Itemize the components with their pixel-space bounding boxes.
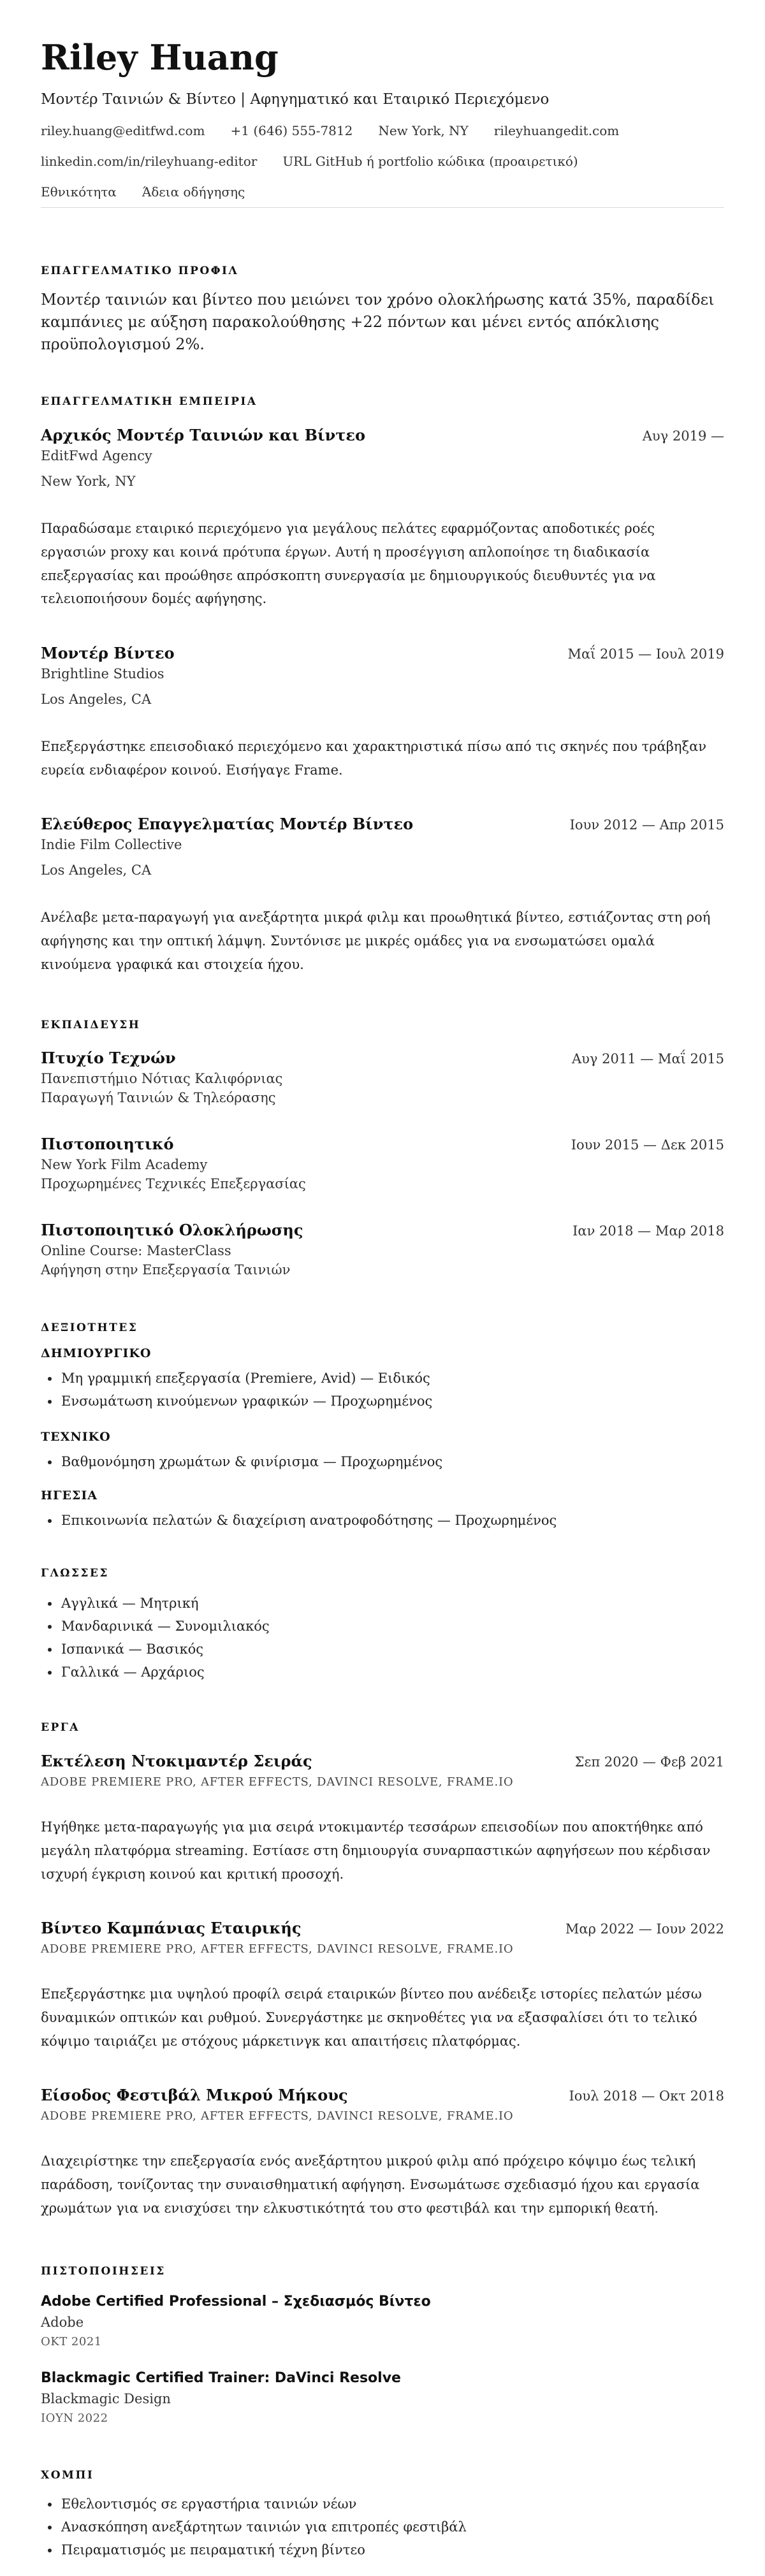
contact-email[interactable]: riley.huang@editfwd.com [41, 122, 205, 138]
contact-row-3 [41, 184, 724, 200]
project-title: Είσοδος Φεστιβάλ Μικρού Μήκους [41, 2086, 348, 2104]
job-company: Brightline Studios [41, 666, 164, 681]
cert-date: ΙΟΥΝ 2022 [41, 2412, 108, 2425]
job-location: Los Angeles, CA [41, 692, 152, 707]
header [41, 37, 724, 200]
skill-list [41, 1450, 724, 1473]
skill-group [41, 1430, 724, 1473]
edu-date: Ιαν 2018 — Μαρ 2018 [572, 1223, 724, 1239]
skill-list [41, 1367, 724, 1413]
cert-org: Adobe [41, 2315, 84, 2330]
education-entry [41, 1135, 724, 1191]
job-description: Παραδώσαμε εταιρικό περιεχόμενο για μεγάλους πελάτες εφαρμόζοντας αποδοτικές ροές εργασιών proxy και κοινά πρότυπα έργων. Αυτή η προσέγγιση απλοποίησε τη διαδικασία επεξεργασίας και προώθησε απρόσκοπτη συνεργασία με δημιουργικούς διευθυντές για να τελειοποιήσουν δομές αφήγησης. [41, 521, 656, 607]
edu-degree: Πτυχίο Τεχνών [41, 1049, 176, 1067]
edu-degree: Πιστοποιητικό [41, 1135, 174, 1153]
certification-entry [41, 2370, 724, 2425]
contact-linkedin[interactable]: linkedin.com/in/rileyhuang-editor [41, 153, 258, 169]
job-entry [41, 815, 724, 976]
language-list [41, 1592, 724, 1684]
hobbies-title: ΧΟΜΠΙ [41, 2469, 94, 2482]
skill-group-name: ΤΕΧΝΙΚΟ [41, 1430, 111, 1444]
headline: Μοντέρ Ταινιών & Βίντεο | Αφηγηματικό και Εταιρικό Περιεχόμενο [41, 91, 550, 108]
skill-item: • Ενσωμάτωση κινούμενων γραφικών — Προχωρημένος [60, 1390, 724, 1413]
languages-title: ΓΛΩΣΣΕΣ [41, 1567, 109, 1580]
job-date: Ιουν 2012 — Απρ 2015 [569, 817, 724, 833]
job-company: Indie Film Collective [41, 837, 182, 852]
contact-license: Άδεια οδήγησης [142, 184, 245, 200]
project-title: Εκτέλεση Ντοκιμαντέρ Σειράς [41, 1752, 312, 1770]
skill-item: • Βαθμονόμηση χρωμάτων & φινίρισμα — Προχωρημένος [60, 1450, 724, 1473]
profile-title: ΕΠΑΓΓΕΛΜΑΤΙΚΟ ΠΡΟΦΙΛ [41, 265, 239, 277]
skill-list [41, 1509, 724, 1532]
candidate-name: Riley Huang [41, 37, 279, 78]
edu-field: Προχωρημένες Τεχνικές Επεξεργασίας [41, 1176, 306, 1191]
job-title: Αρχικός Μοντέρ Ταινιών και Βίντεο [41, 426, 366, 444]
contact-row-2 [41, 154, 724, 169]
edu-degree: Πιστοποιητικό Ολοκλήρωσης [41, 1221, 303, 1239]
experience-title: ΕΠΑΓΓΕΛΜΑΤΙΚΗ ΕΜΠΕΙΡΙΑ [41, 395, 258, 408]
job-entry [41, 644, 724, 782]
job-title: Μοντέρ Βίντεο [41, 644, 175, 662]
job-description: Επεξεργάστηκε επεισοδιακό περιεχόμενο και χαρακτηριστικά πίσω από τις σκηνές που τράβηξαν ευρεία ενδιαφέρον κοινού. Εισήγαγε Frame. [41, 739, 707, 778]
language-item: • Μανδαρινικά — Συνομιλιακός [60, 1615, 724, 1638]
job-date: Μαΐ 2015 — Ιουλ 2019 [567, 646, 724, 662]
edu-field: Παραγωγή Ταινιών & Τηλεόρασης [41, 1090, 276, 1105]
project-date: Μαρ 2022 — Ιουν 2022 [565, 1921, 724, 1937]
project-tech: ADOBE PREMIERE PRO, AFTER EFFECTS, DAVINCI RESOLVE, FRAME.IO [41, 1942, 514, 1956]
contact-github[interactable]: URL GitHub ή portfolio κώδικα (προαιρετικό) [282, 153, 578, 169]
cert-name: Adobe Certified Professional – Σχεδιασμός Βίντεο [41, 2294, 431, 2310]
project-description: Επεξεργάστηκε μια υψηλού προφίλ σειρά εταιρικών βίντεο που ανέδειξε ιστορίες πελατών μέσω δυναμικών οπτικών και ρυθμού. Συνεργάστηκε με σκηνοθέτες για να εξασφαλίσει ότι το τελικό κόψιμο ταιριάζει με στόχους μάρκετινγκ και απαιτήσεις πλατφόρμας. [41, 1986, 702, 2049]
edu-date: Ιουν 2015 — Δεκ 2015 [571, 1137, 724, 1153]
profile-section [41, 265, 724, 355]
cert-org: Blackmagic Design [41, 2391, 171, 2406]
projects-title: ΕΡΓΑ [41, 1721, 80, 1734]
job-company: EditFwd Agency [41, 448, 152, 463]
project-entry [41, 1752, 724, 1886]
project-title: Βίντεο Καμπάνιας Εταιρικής [41, 1919, 302, 1937]
hobby-item: • Ανασκόπηση ανεξάρτητων ταινιών για επιτροπές φεστιβάλ [60, 2515, 724, 2538]
hobby-item: • Εθελοντισμός σε εργαστήρια ταινιών νέων [60, 2492, 724, 2515]
project-date: Ιουλ 2018 — Οκτ 2018 [569, 2088, 724, 2104]
skill-group [41, 1488, 724, 1532]
project-entry [41, 1919, 724, 2053]
certifications-title: ΠΙΣΤΟΠΟΙΗΣΕΙΣ [41, 2265, 166, 2278]
edu-date: Αυγ 2011 — Μαΐ 2015 [572, 1051, 724, 1066]
skill-group-name: ΔΗΜΙΟΥΡΓΙΚΟ [41, 1346, 152, 1360]
certification-entry [41, 2294, 724, 2348]
skill-group [41, 1346, 724, 1413]
education-entry [41, 1049, 724, 1105]
resume-page [41, 0, 724, 2576]
project-date: Σεπ 2020 — Φεβ 2021 [574, 1754, 724, 1770]
skill-item: • Επικοινωνία πελατών & διαχείριση ανατροφοδότησης — Προχωρημένος [60, 1509, 724, 1532]
contact-phone[interactable]: +1 (646) 555-7812 [230, 122, 353, 138]
cert-name: Blackmagic Certified Trainer: DaVinci Resolve [41, 2370, 401, 2386]
job-location: New York, NY [41, 474, 136, 489]
job-location: Los Angeles, CA [41, 862, 152, 878]
project-tech: ADOBE PREMIERE PRO, AFTER EFFECTS, DAVINCI RESOLVE, FRAME.IO [41, 2109, 514, 2123]
contact-location: New York, NY [378, 122, 469, 138]
education-entry [41, 1221, 724, 1277]
skill-item: • Μη γραμμική επεξεργασία (Premiere, Avid) — Ειδικός [60, 1367, 724, 1390]
edu-school: Πανεπιστήμιο Νότιας Καλιφόρνιας [41, 1071, 283, 1086]
job-description: Ανέλαβε μετα-παραγωγή για ανεξάρτητα μικρά φιλμ και προωθητικά βίντεο, εστιάζοντας στη ροή αφήγησης και την οπτική λάμψη. Συντόνισε με μικρές ομάδες για να ενσωματώσει ομαλά κινούμενα γραφικά και στοιχεία ήχου. [41, 910, 711, 972]
project-description: Ηγήθηκε μετα-παραγωγής για μια σειρά ντοκιμαντέρ τεσσάρων επεισοδίων που αποκτήθηκε από μεγάλη πλατφόρμα streaming. Εστίασε στη δημιουργία συναρπαστικών αφηγήσεων που κέρδισαν ισχυρή έγκριση κοινού και κριτική προσοχή. [41, 1819, 711, 1882]
contact-nationality: Εθνικότητα [41, 184, 117, 200]
job-title: Ελεύθερος Επαγγελματίας Μοντέρ Βίντεο [41, 815, 414, 833]
skills-title: ΔΕΞΙΟΤΗΤΕΣ [41, 1321, 138, 1334]
profile-summary: Μοντέρ ταινιών και βίντεο που μειώνει τον χρόνο ολοκλήρωσης κατά 35%, παραδίδει καμπάνιες με αύξηση παρακολούθησης +22 πόντων και μένει εντός απόκλισης προϋπολογισμού 2%. [41, 291, 715, 353]
skill-group-name: ΗΓΕΣΙΑ [41, 1488, 98, 1503]
cert-date: ΟΚΤ 2021 [41, 2335, 102, 2348]
project-entry [41, 2086, 724, 2220]
edu-school: New York Film Academy [41, 1157, 208, 1172]
header-divider [41, 207, 724, 208]
contact-row-1 [41, 123, 724, 138]
job-date: Αυγ 2019 — [642, 428, 724, 444]
job-entry [41, 426, 724, 611]
hobby-item: • Πειραματισμός με πειραματική τέχνη βίντεο [60, 2538, 724, 2561]
hobby-list [41, 2492, 724, 2561]
edu-field: Αφήγηση στην Επεξεργασία Ταινιών [41, 1262, 291, 1277]
project-description: Διαχειρίστηκε την επεξεργασία ενός ανεξάρτητου μικρού φιλμ από πρόχειρο κόψιμο έως τελική παράδοση, τονίζοντας την συναισθηματική αφήγηση. Ενσωμάτωσε σχεδιασμό ήχου και εργασία χρωμάτων για να ενισχύσει την ελκυστικότητά του στο φεστιβάλ και την εμπορική θεατή. [41, 2153, 700, 2216]
language-item: • Αγγλικά — Μητρική [60, 1592, 724, 1615]
language-item: • Γαλλικά — Αρχάριος [60, 1661, 724, 1684]
edu-school: Online Course: MasterClass [41, 1243, 231, 1258]
contact-website[interactable]: rileyhuangedit.com [493, 122, 620, 138]
language-item: • Ισπανικά — Βασικός [60, 1638, 724, 1661]
education-title: ΕΚΠΑΙΔΕΥΣΗ [41, 1019, 141, 1031]
project-tech: ADOBE PREMIERE PRO, AFTER EFFECTS, DAVINCI RESOLVE, FRAME.IO [41, 1775, 514, 1789]
